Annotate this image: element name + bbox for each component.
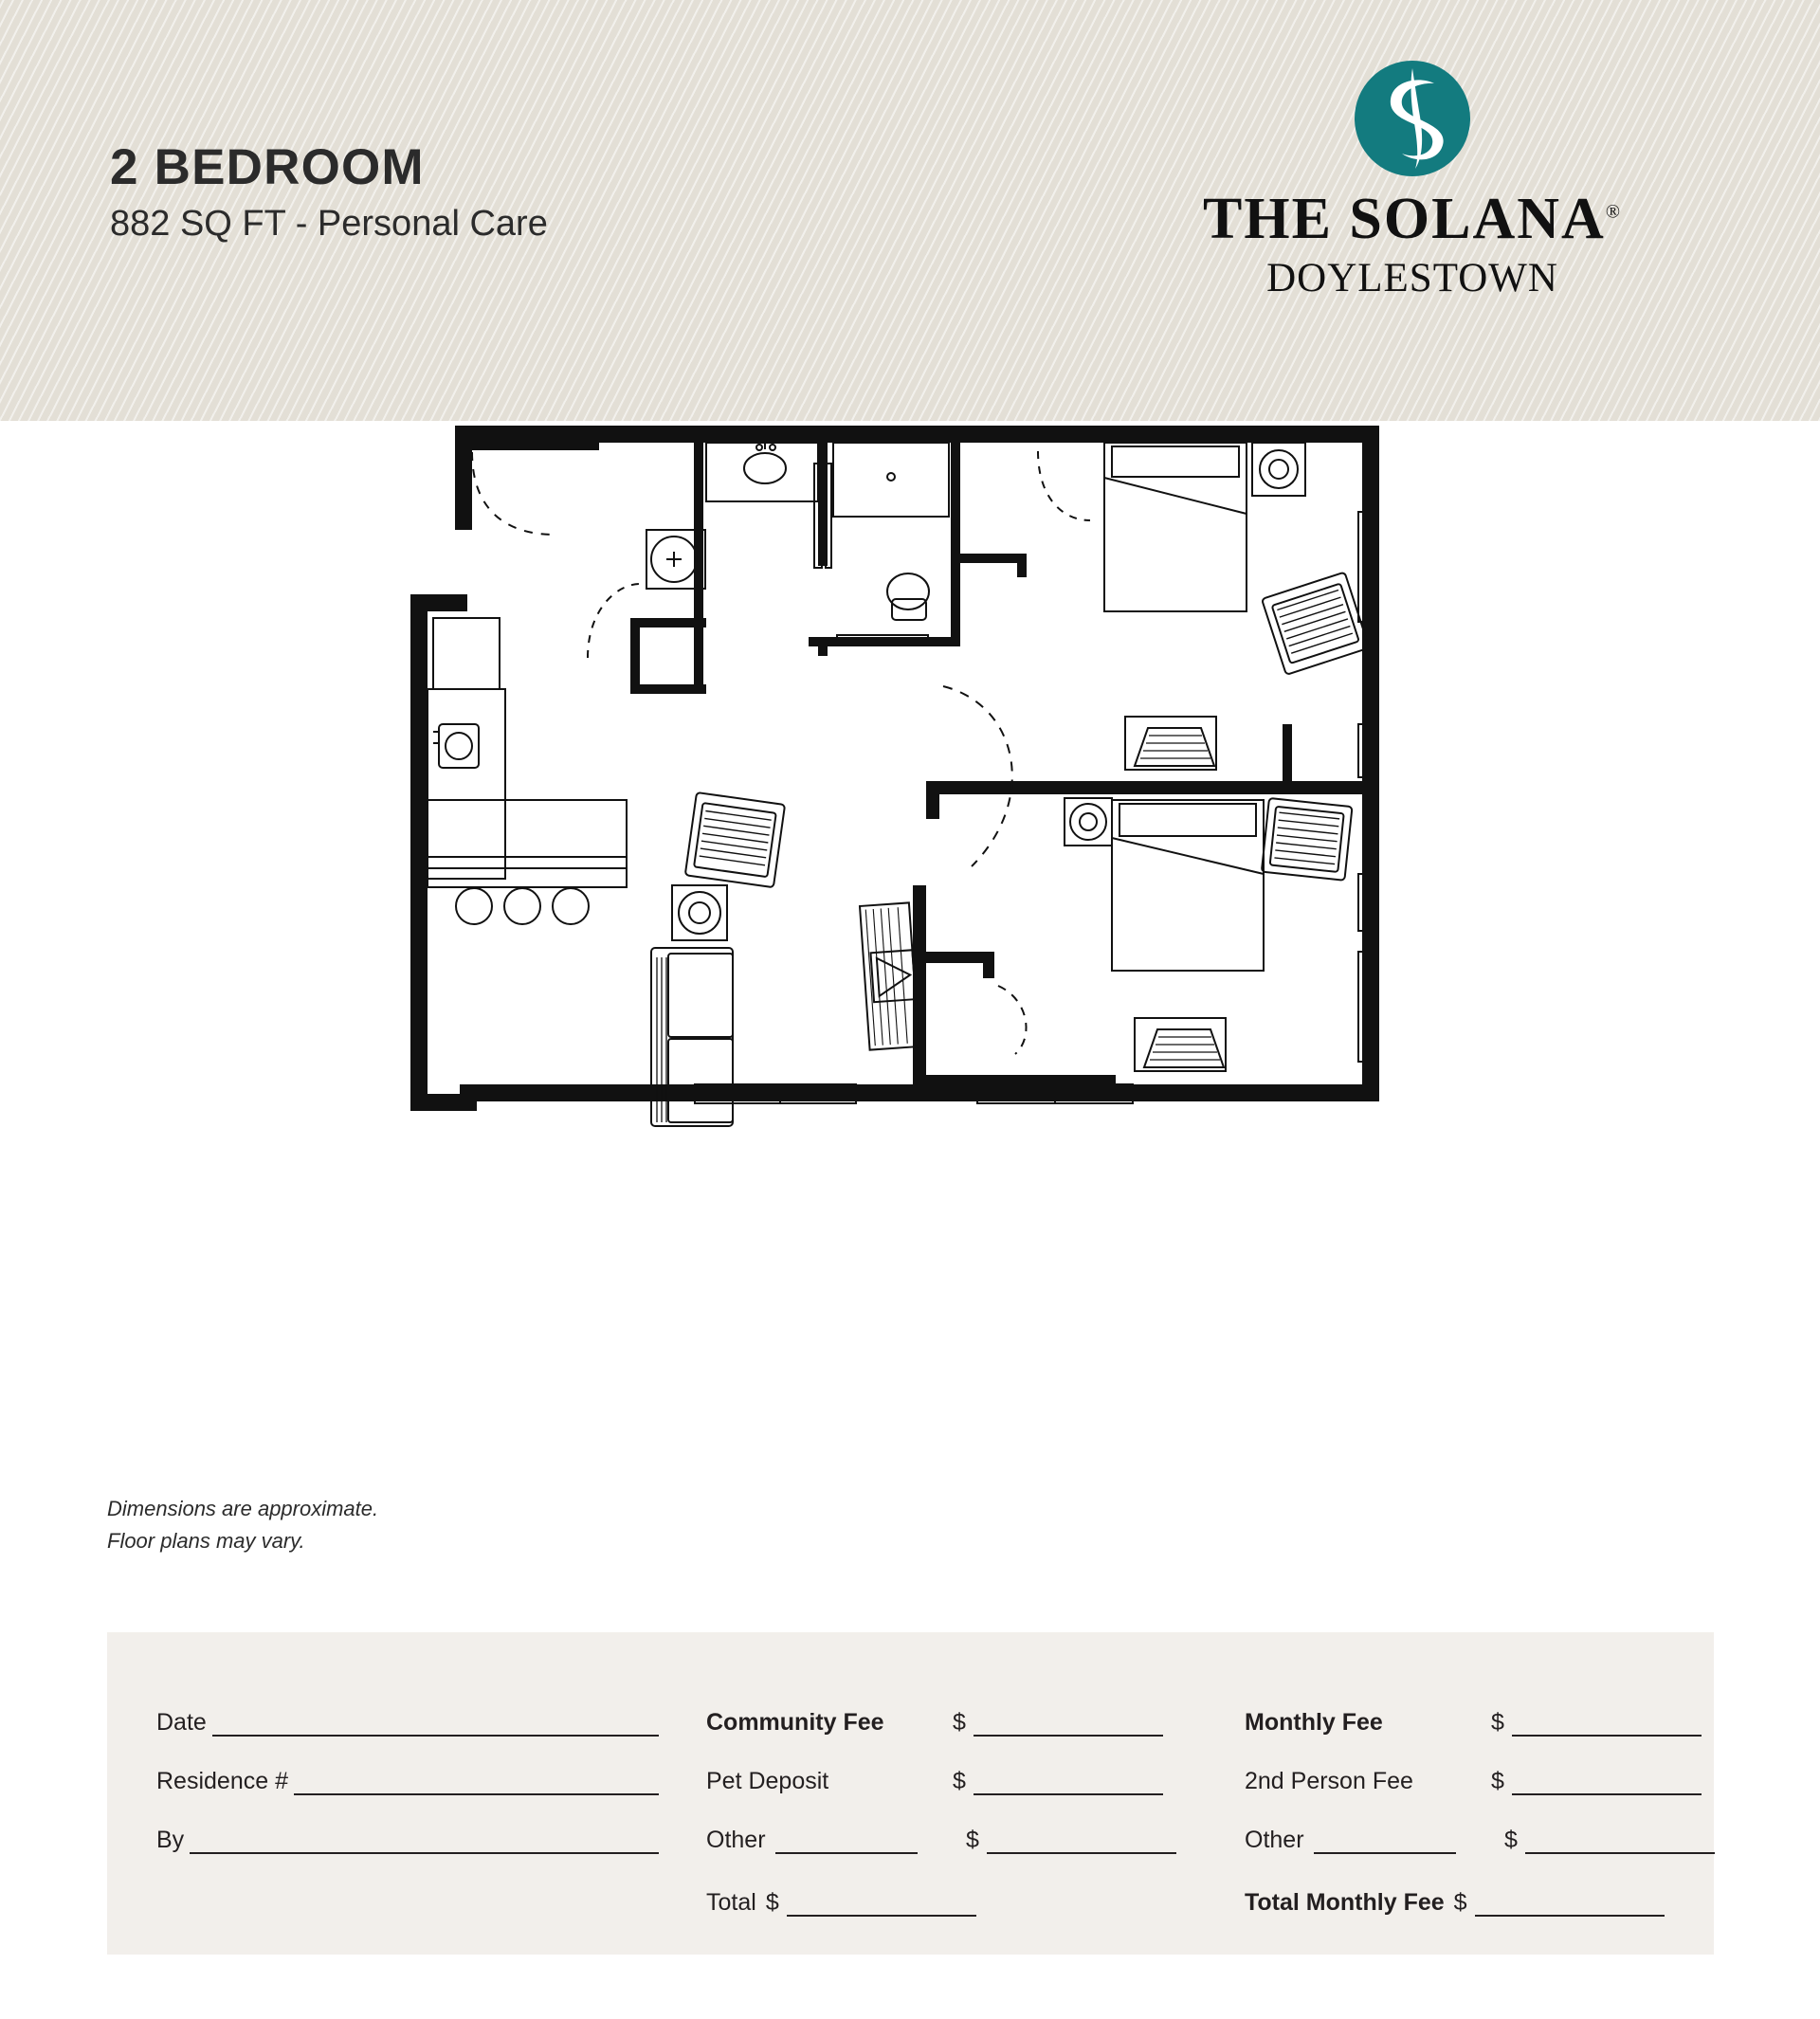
total-row-middle xyxy=(706,1889,976,1917)
form-column-middle xyxy=(706,1678,1180,1854)
residence-label: Residence # xyxy=(156,1768,288,1794)
other-currency-middle: $ xyxy=(966,1827,979,1853)
date-input[interactable] xyxy=(212,1716,659,1737)
monthly-fee-label: Monthly Fee xyxy=(1245,1709,1383,1736)
monthly-fee-input[interactable] xyxy=(1512,1716,1702,1737)
total-currency-middle: $ xyxy=(765,1889,779,1916)
pet-deposit-label: Pet Deposit xyxy=(706,1768,829,1794)
other-description-input-right[interactable] xyxy=(1314,1833,1456,1854)
date-row xyxy=(156,1678,659,1737)
by-row xyxy=(156,1795,659,1854)
community-fee-currency: $ xyxy=(953,1709,966,1736)
second-person-fee-currency: $ xyxy=(1491,1768,1504,1794)
page-title: 2 BEDROOM xyxy=(110,139,425,195)
residence-input[interactable] xyxy=(294,1774,659,1795)
community-fee-row xyxy=(706,1678,1180,1737)
registered-mark-icon: ® xyxy=(1605,201,1623,223)
pet-deposit-input[interactable] xyxy=(974,1774,1163,1795)
second-person-fee-row xyxy=(1245,1737,1719,1795)
disclaimer-line-2: Floor plans may vary. xyxy=(107,1529,305,1554)
brand-block xyxy=(1119,59,1706,299)
pet-deposit-row xyxy=(706,1737,1180,1795)
other-label-middle: Other xyxy=(706,1827,766,1853)
form-column-right xyxy=(1245,1678,1719,1854)
brand-city: DOYLESTOWN xyxy=(1266,256,1558,300)
total-currency-right: $ xyxy=(1453,1889,1467,1916)
brand-name-text: THE SOLANA xyxy=(1202,187,1606,251)
fee-form-panel xyxy=(107,1632,1714,1955)
monthly-fee-currency: $ xyxy=(1491,1709,1504,1736)
other-fee-row-right xyxy=(1245,1795,1719,1854)
total-monthly-fee-input[interactable] xyxy=(1475,1896,1665,1917)
other-fee-row-middle xyxy=(706,1795,1180,1854)
disclaimer-line-1: Dimensions are approximate. xyxy=(107,1497,379,1520)
second-person-fee-label: 2nd Person Fee xyxy=(1245,1768,1413,1794)
date-label: Date xyxy=(156,1709,207,1736)
page-header xyxy=(0,0,1820,421)
total-input-middle[interactable] xyxy=(787,1896,976,1917)
total-monthly-fee-label: Total Monthly Fee xyxy=(1245,1889,1445,1916)
other-amount-input-middle[interactable] xyxy=(987,1833,1176,1854)
solana-logo-icon xyxy=(1353,59,1472,178)
floorplan-container xyxy=(0,421,1820,1501)
total-label-middle: Total xyxy=(706,1889,756,1916)
other-amount-input-right[interactable] xyxy=(1525,1833,1715,1854)
community-fee-label: Community Fee xyxy=(706,1709,884,1736)
community-fee-input[interactable] xyxy=(974,1716,1163,1737)
by-label: By xyxy=(156,1827,185,1853)
other-label-right: Other xyxy=(1245,1827,1304,1853)
monthly-fee-row xyxy=(1245,1678,1719,1737)
page-subtitle: 882 SQ FT - Personal Care xyxy=(110,204,548,244)
by-input[interactable] xyxy=(190,1833,659,1854)
other-currency-right: $ xyxy=(1504,1827,1518,1853)
pet-deposit-currency: $ xyxy=(953,1768,966,1794)
total-row-right xyxy=(1245,1889,1665,1917)
form-column-left xyxy=(156,1678,659,1854)
header-title-block xyxy=(110,139,548,244)
brand-name xyxy=(1202,187,1623,251)
floorplan-drawing xyxy=(223,421,1597,1388)
residence-row xyxy=(156,1737,659,1795)
other-description-input-middle[interactable] xyxy=(775,1833,918,1854)
floorplan-disclaimer xyxy=(107,1493,378,1557)
second-person-fee-input[interactable] xyxy=(1512,1774,1702,1795)
